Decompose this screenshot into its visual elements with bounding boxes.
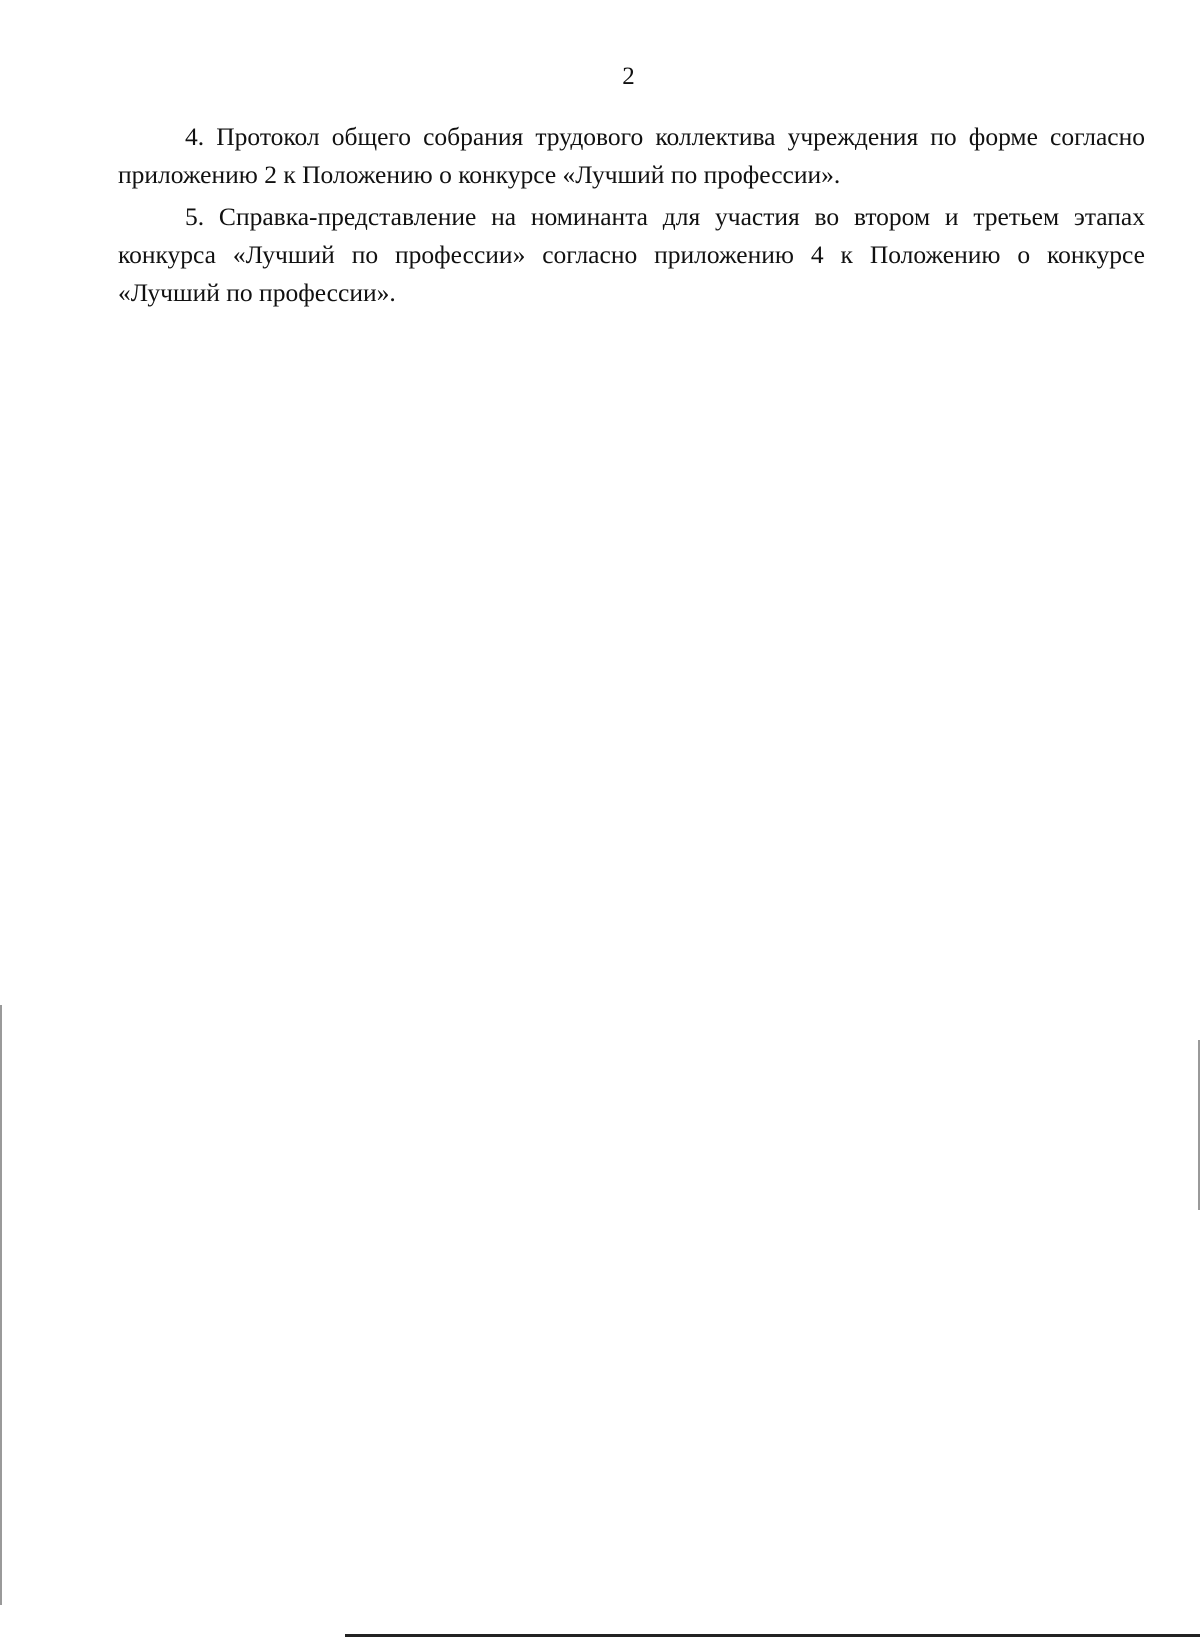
paragraph-item-4: 4. Протокол общего собрания трудового коллектива учреждения по форме согласно приложению 2 к Положению о конкурсе «Лучший по профессии». <box>118 122 1145 189</box>
paragraph-item-5: 5. Справка-представление на номинанта для участия во втором и третьем этапах конкурса «Лучший по профессии» согласно приложению 4 к Положению о конкурсе «Лучший по профессии». <box>118 202 1145 307</box>
document-body <box>118 118 1145 316</box>
scan-edge-left <box>0 1005 2 1605</box>
page-number: 2 <box>622 63 635 90</box>
